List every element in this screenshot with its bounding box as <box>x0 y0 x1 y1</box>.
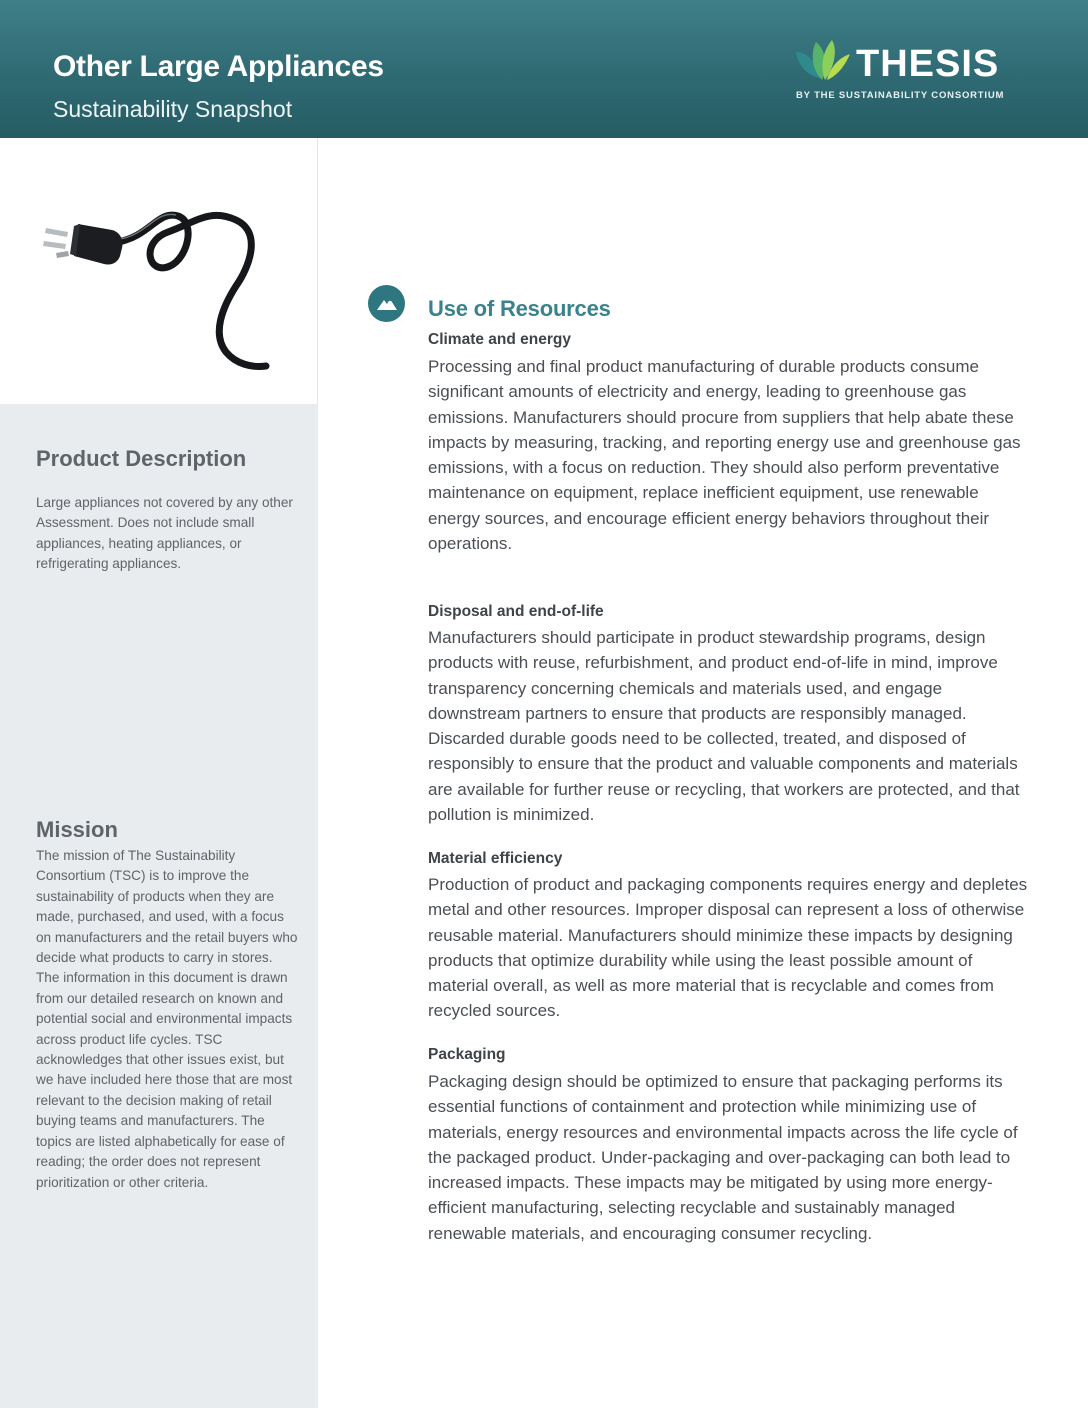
topic-heading: Packaging <box>428 1046 506 1063</box>
section-title: Use of Resources <box>428 296 611 321</box>
sidebar <box>0 404 318 1408</box>
topic-text: Manufacturers should participate in product stewardship programs, design products with reuse, refurbishment, and product end-of-life in mind, improve transparency concerning chemicals and materials used, and engage downstream partners to ensure that products are responsibly managed. Discarded durable goods need to be collected, treated, and disposed of responsibly to ensure that the product and valuable components and materials are available for further reuse or recycling, that workers are protected, and that pollution is minimized. <box>428 628 1020 825</box>
logo-wordmark: THESIS <box>856 43 1000 85</box>
product-image-panel <box>0 138 318 404</box>
header-banner <box>0 0 1088 138</box>
topic-heading: Climate and energy <box>428 331 571 348</box>
page-subtitle: Sustainability Snapshot <box>53 96 293 122</box>
topic-heading: Material efficiency <box>428 850 563 867</box>
topic-heading: Disposal and end-of-life <box>428 603 604 620</box>
leaf-logo-icon <box>792 38 854 82</box>
thesis-logo <box>792 36 1032 106</box>
page-title: Other Large Appliances <box>53 50 384 83</box>
product-description-text: Large appliances not covered by any other Assessment. Does not include small appliances, heating appliances, or refrigerating appliances. <box>36 495 293 572</box>
topic-text: Packaging design should be optimized to ensure that packaging performs its essential functions of containment and protection while minimizing use of materials, energy resources and environmental impacts across the life cycle of the packaged product. Under-packaging and over-packaging can both lead to increased impacts. These impacts may be mitigated by using more energy-efficient manufacturing, selecting recyclable and sustainably managed renewable materials, and encouraging consumer recycling. <box>428 1072 1018 1243</box>
mountain-icon <box>368 285 405 322</box>
mission-heading: Mission <box>36 817 118 842</box>
logo-tagline: BY THE SUSTAINABILITY CONSORTIUM <box>796 90 1005 101</box>
mission-text: The mission of The Sustainability Consortium (TSC) is to improve the sustainability of products when they are made, purchased, and used, with a focus on manufacturers and the retail buyers who decide what products to carry in stores. The information in this document is drawn from our detailed research on known and potential social and environmental impacts across product life cycles. TSC acknowledges that other issues exist, but we have included here those that are most relevant to the decision making of retail buying teams and manufacturers. The topics are listed alphabetically for ease of reading; the order does not represent prioritization or other criteria. <box>36 848 298 1190</box>
topic-text: Production of product and packaging components requires energy and depletes metal and other resources. Improper disposal can represent a loss of otherwise reusable material. Manufacturers should minimize these impacts by designing products that optimize durability while using the least possible amount of material overall, as well as more material that is recyclable and comes from recycled sources. <box>428 875 1028 1021</box>
topic-text: Processing and final product manufacturing of durable products consume significant amounts of electricity and energy, leading to greenhouse gas emissions. Manufacturers should procure from suppliers that help abate these impacts by measuring, tracking, and reporting energy use and greenhouse gas emissions, with a focus on reduction. They should also perform preventative maintenance on equipment, replace inefficient equipment, use renewable energy sources, and encourage efficient energy behaviors throughout their operations. <box>428 357 1021 554</box>
column-divider <box>317 138 318 404</box>
product-description-heading: Product Description <box>36 446 247 471</box>
power-cord-plug-photo <box>0 138 318 404</box>
